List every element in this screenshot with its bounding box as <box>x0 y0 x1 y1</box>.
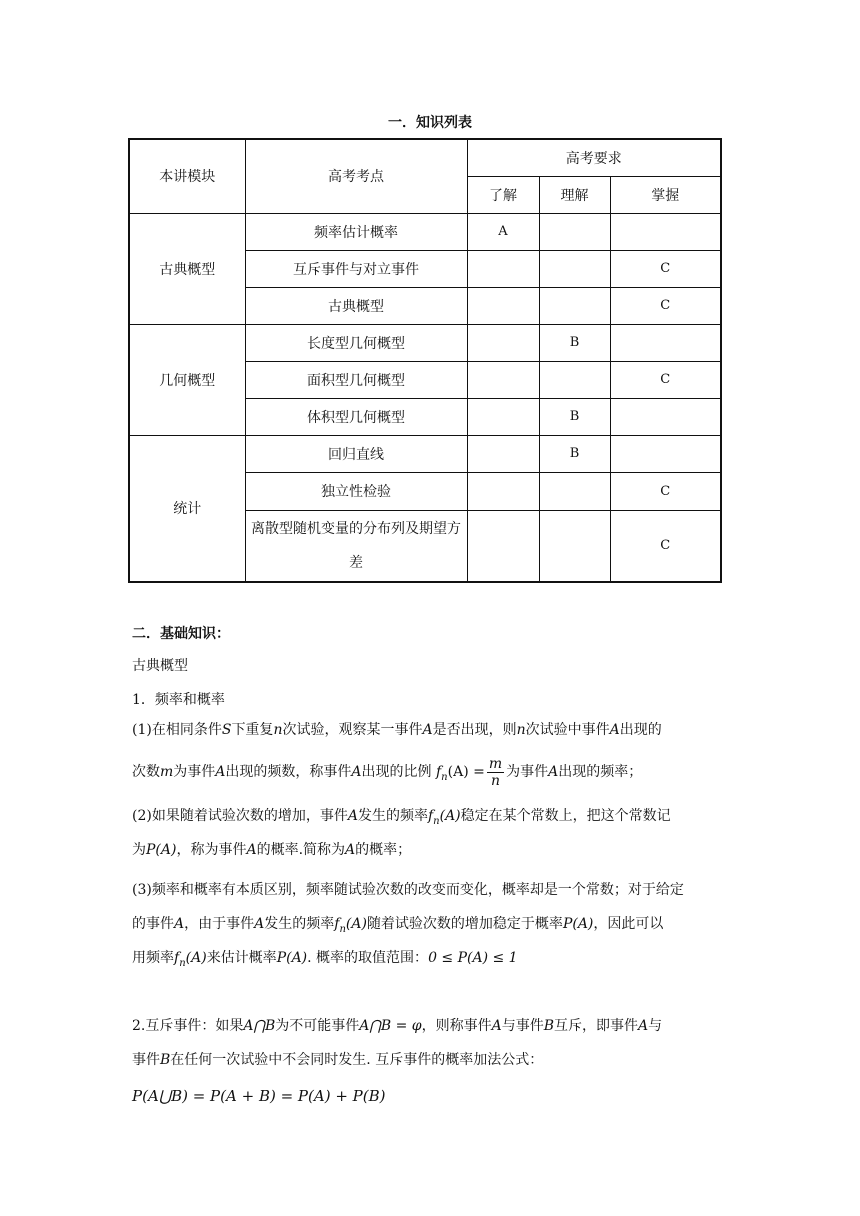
level-cell <box>467 287 539 324</box>
paragraph-1: (1)在相同条件S下重复n次试验，观察某一事件A是否出现，则n次试验中事件A出现的 <box>132 722 662 738</box>
header-exam-requirement: 高考要求 <box>467 139 721 176</box>
paragraph-2-line-2: 为P(A)，称为事件A的概率.简称为A的概率； <box>132 842 412 858</box>
paragraph-3: (3)频率和概率有本质区别，频率随试验次数的改变而变化，概率却是一个常数；对于给定 <box>132 882 684 898</box>
level-cell: C <box>610 361 721 398</box>
table-row <box>129 435 721 472</box>
level-cell <box>610 398 721 435</box>
level-cell <box>467 250 539 287</box>
module-cell: 统计 <box>129 435 245 582</box>
level-cell: C <box>610 510 721 582</box>
point-cell: 互斥事件与对立事件 <box>245 250 467 287</box>
point-cell: 长度型几何概型 <box>245 324 467 361</box>
table-row <box>129 213 721 250</box>
header-level-master: 掌握 <box>610 176 721 213</box>
section-title-basics: 二．基础知识： <box>132 626 230 642</box>
paragraph-mutually-exclusive: 2.互斥事件：如果A⋂B为不可能事件A⋂B = φ，则称事件A与事件B互斥，即事件A与 <box>132 1018 663 1034</box>
paragraph-3-line-2: 的事件A，由于事件A发生的频率$f_n(A)$随着试验次数的增加稳定于概率P(A)，因此可以 <box>132 916 664 935</box>
level-cell <box>539 287 610 324</box>
level-cell: B <box>539 435 610 472</box>
paragraph-1-line-2: 次数m为事件A出现的频数，称事件A出现的比例 $f_n(A)$ = $\frac{m}{n}$ 为事件A出现的频率； <box>132 755 643 789</box>
level-cell: A <box>467 213 539 250</box>
point-cell: 回归直线 <box>245 435 467 472</box>
header-exam-point: 高考考点 <box>245 139 467 213</box>
level-cell <box>467 510 539 582</box>
level-cell <box>539 361 610 398</box>
module-cell: 古典概型 <box>129 213 245 324</box>
point-cell: 频率估计概率 <box>245 213 467 250</box>
header-level-comprehend: 理解 <box>539 176 610 213</box>
paragraph-mutually-exclusive-line-2: 事件B在任何一次试验中不会同时发生. 互斥事件的概率加法公式： <box>132 1052 544 1068</box>
subtitle-classical-probability: 古典概型 <box>132 658 188 674</box>
point-cell: 面积型几何概型 <box>245 361 467 398</box>
addition-formula: P(A⋃B) = P(A + B) = P(A) + P(B) <box>132 1087 386 1105</box>
level-cell: C <box>610 472 721 510</box>
level-cell: B <box>539 324 610 361</box>
level-cell: C <box>610 250 721 287</box>
level-cell <box>539 250 610 287</box>
header-module: 本讲模块 <box>129 139 245 213</box>
level-cell <box>610 435 721 472</box>
level-cell: B <box>539 398 610 435</box>
point-cell: 独立性检验 <box>245 472 467 510</box>
paragraph-2: (2)如果随着试验次数的增加，事件A发生的频率$f_n(A)$稳定在某个常数上，把这个常数记 <box>132 808 671 827</box>
level-cell <box>539 472 610 510</box>
level-cell <box>467 472 539 510</box>
table-row <box>129 324 721 361</box>
point-cell: 离散型随机变量的分布列及期望方差 <box>245 510 467 582</box>
level-cell: C <box>610 287 721 324</box>
header-level-understand: 了解 <box>467 176 539 213</box>
level-cell <box>539 213 610 250</box>
item-title-frequency-probability: 1．频率和概率 <box>132 692 225 708</box>
level-cell <box>467 361 539 398</box>
module-cell: 几何概型 <box>129 324 245 435</box>
fraction-m-over-n: $\frac{m}{n}$ <box>488 755 503 789</box>
knowledge-table <box>128 138 722 583</box>
point-cell: 体积型几何概型 <box>245 398 467 435</box>
level-cell <box>467 435 539 472</box>
level-cell <box>610 213 721 250</box>
level-cell <box>610 324 721 361</box>
level-cell <box>467 398 539 435</box>
paragraph-3-line-3: 用频率$f_n(A)$来估计概率P(A). 概率的取值范围：0 ≤ P(A) ≤ 1 <box>132 950 518 969</box>
level-cell <box>467 324 539 361</box>
point-cell: 古典概型 <box>245 287 467 324</box>
section-title-knowledge-list: 一．知识列表 <box>388 115 472 131</box>
level-cell <box>539 510 610 582</box>
